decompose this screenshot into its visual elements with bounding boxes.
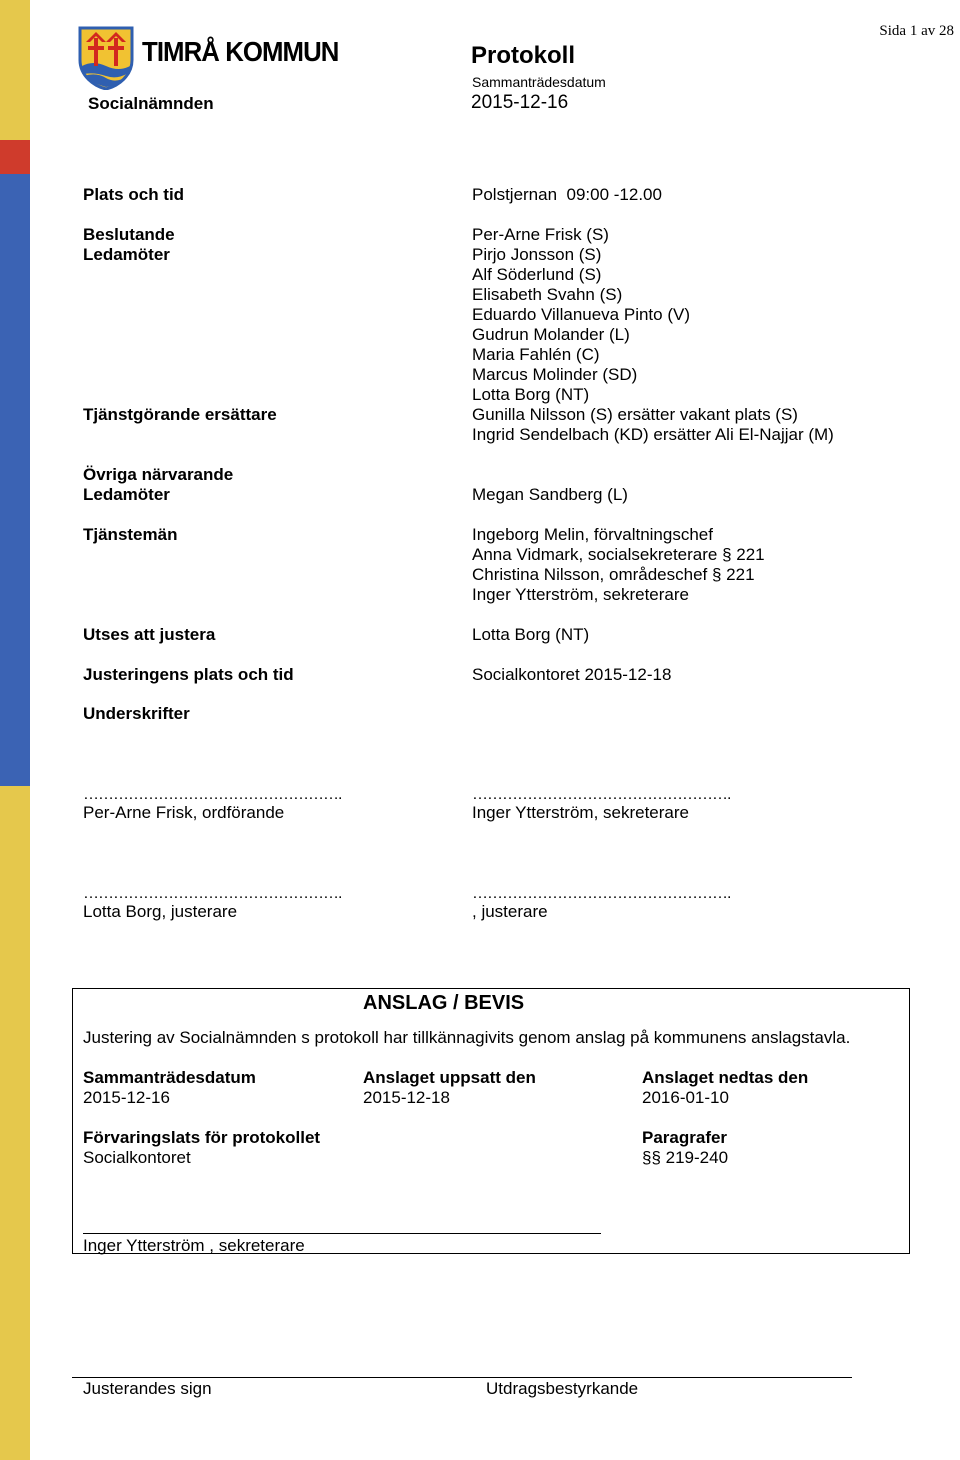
others-members-label: Ledamöter xyxy=(83,485,170,504)
signatures-label: Underskrifter xyxy=(83,704,190,723)
storage-value: Socialkontoret xyxy=(83,1148,191,1167)
others-list xyxy=(472,485,628,505)
list-item: Inger Ytterström, sekreterare xyxy=(472,585,689,604)
list-item: Alf Söderlund (S) xyxy=(472,265,602,284)
decision-members-label: Ledamöter xyxy=(83,245,170,264)
posted-value: 2015-12-18 xyxy=(363,1088,450,1107)
signer-line xyxy=(83,1233,601,1234)
adjuster-label: Utses att justera xyxy=(83,625,216,644)
signature-line-3: ……………………………………………. xyxy=(83,885,342,902)
substitutes-list xyxy=(472,405,834,445)
adjust-place-value: Socialkontoret 2015-12-18 xyxy=(472,665,672,684)
list-item: Christina Nilsson, områdeschef § 221 xyxy=(472,565,755,584)
signature-line-2: ……………………………………………. xyxy=(472,786,731,803)
signature-adjuster: Lotta Borg, justerare xyxy=(83,902,238,921)
logo-text: TIMRÅ KOMMUN xyxy=(142,36,339,67)
storage-label: Förvaringslats för protokollet xyxy=(83,1128,321,1147)
footer-left: Justerandes sign xyxy=(83,1379,212,1398)
list-item: Megan Sandberg (L) xyxy=(472,485,628,504)
list-item: Elisabeth Svahn (S) xyxy=(472,285,623,304)
signature-line-1: ……………………………………………. xyxy=(83,786,342,803)
logo xyxy=(78,26,338,90)
paragraphs-label: Paragrafer xyxy=(642,1128,728,1147)
adjust-place-label: Justeringens plats och tid xyxy=(83,665,294,684)
posted-label: Anslaget uppsatt den xyxy=(363,1068,536,1087)
signature-adjuster-2: , justerare xyxy=(472,902,548,921)
department-name: Socialnämnden xyxy=(88,94,214,113)
officials-list xyxy=(472,525,765,605)
meeting-date-label: Sammanträdesdatum xyxy=(83,1068,256,1087)
list-item: Ingrid Sendelbach (KD) ersätter Ali El-Najjar (M) xyxy=(472,425,834,444)
list-item: Pirjo Jonsson (S) xyxy=(472,245,602,264)
list-item: Lotta Borg (NT) xyxy=(472,385,590,404)
list-item: Maria Fahlén (C) xyxy=(472,345,600,364)
substitutes-label: Tjänstgörande ersättare xyxy=(83,405,277,424)
page-number: Sida 1 av 28 xyxy=(879,23,954,39)
list-item: Ingeborg Melin, förvaltningschef xyxy=(472,525,713,544)
place-time-label: Plats och tid xyxy=(83,185,185,204)
officials-label: Tjänstemän xyxy=(83,525,178,544)
doc-title: Protokoll xyxy=(471,42,576,69)
signature-chair: Per-Arne Frisk, ordförande xyxy=(83,803,285,822)
notice-title: ANSLAG / BEVIS xyxy=(363,992,525,1014)
sidebar-stripe-yellow-top xyxy=(0,0,30,140)
decision-members-list xyxy=(472,225,690,405)
list-item: Gunilla Nilsson (S) ersätter vakant plats (S) xyxy=(472,405,798,424)
place-time-value: Polstjernan 09:00 -12.00 xyxy=(472,185,662,204)
notice-text: Justering av Socialnämnden s protokoll har tillkännagivits genom anslag på kommunens anslagstavla. xyxy=(83,1028,851,1047)
meeting-date-value: 2015-12-16 xyxy=(83,1088,170,1107)
others-label: Övriga närvarande xyxy=(83,465,234,484)
sidebar-stripe-red xyxy=(0,140,30,174)
list-item: Per-Arne Frisk (S) xyxy=(472,225,609,244)
sidebar-stripe-blue xyxy=(0,174,30,786)
signer-name: Inger Ytterström , sekreterare xyxy=(83,1236,305,1255)
meeting-date: 2015-12-16 xyxy=(471,92,569,113)
sidebar-stripe-yellow-bottom xyxy=(0,786,30,1460)
footer-line xyxy=(72,1377,852,1378)
date-label: Sammanträdesdatum xyxy=(472,74,606,90)
paragraphs-value: §§ 219-240 xyxy=(642,1148,729,1167)
footer-right: Utdragsbestyrkande xyxy=(486,1379,639,1398)
signature-line-4: ……………………………………………. xyxy=(472,885,731,902)
list-item: Eduardo Villanueva Pinto (V) xyxy=(472,305,690,324)
removed-label: Anslaget nedtas den xyxy=(642,1068,809,1087)
decision-label: Beslutande xyxy=(83,225,175,244)
list-item: Gudrun Molander (L) xyxy=(472,325,630,344)
timra-coat-of-arms-icon xyxy=(78,26,134,90)
signature-secretary: Inger Ytterström, sekreterare xyxy=(472,803,689,822)
list-item: Anna Vidmark, socialsekreterare § 221 xyxy=(472,545,765,564)
notice-box xyxy=(72,988,910,1254)
list-item: Marcus Molinder (SD) xyxy=(472,365,638,384)
removed-value: 2016-01-10 xyxy=(642,1088,729,1107)
adjuster-value: Lotta Borg (NT) xyxy=(472,625,590,644)
